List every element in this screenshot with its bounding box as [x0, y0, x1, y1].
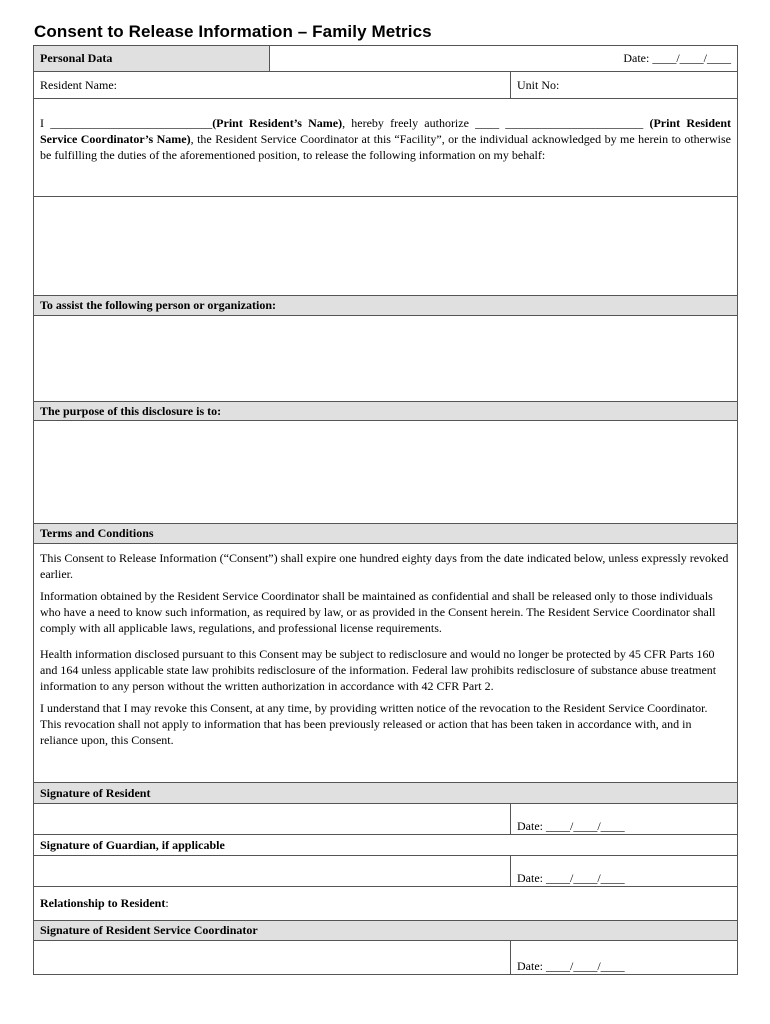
resident-signature-row [34, 804, 737, 835]
guardian-date-label: Date: ____/____/____ [517, 871, 625, 885]
personal-data-row [34, 46, 737, 72]
terms-body [34, 544, 737, 783]
personal-date-label: Date: ____/____/____ [623, 51, 731, 65]
guardian-signature-field[interactable] [34, 856, 511, 886]
auth-rest: , the Resident Service Coordinator at this “Facility”, or the individual acknowledged by me herein to otherwise be fulfilling the duties of the aforementioned position, to release the following information on my behalf: [40, 132, 731, 162]
rsc-signature-row [34, 941, 737, 974]
resident-name-blank[interactable]: ___________________________ [50, 116, 213, 130]
print-rsc-hint: (Print Resident Service Coordinator’s Name) [40, 116, 731, 146]
terms-paragraph-4: I understand that I may revoke this Consent, at any time, by providing written notice of the revocation to the Resident Service Coordinator. This revocation shall not apply to information that has been previously released or action that has been taken in accordance with, and in reliance upon, this Consent. [40, 701, 708, 747]
terms-paragraph-3: Health information disclosed pursuant to this Consent may be subject to redisclosure and would no longer be protected by 45 CFR Parts 160 and 164 unless applicable state law prohibits redisclosure of the information. Federal law prohibits redisclosure of substance abuse treatment information to any person without the written authorization in accordance with 42 CFR Part 2. [40, 647, 717, 693]
assist-heading: To assist the following person or organization: [34, 296, 737, 316]
guardian-signature-date[interactable] [511, 856, 737, 886]
resident-name-label: Resident Name: [40, 77, 117, 92]
rsc-signature-heading: Signature of Resident Service Coordinator [34, 921, 737, 941]
relationship-label: Relationship to Resident [40, 896, 166, 910]
relationship-row[interactable] [34, 887, 737, 921]
auth-i: I [40, 116, 51, 130]
guardian-signature-row [34, 856, 737, 887]
personal-data-heading: Personal Data [34, 46, 270, 71]
personal-date-field[interactable] [270, 46, 737, 71]
authorization-row [34, 99, 737, 197]
terms-heading: Terms and Conditions [34, 524, 737, 544]
purpose-heading: The purpose of this disclosure is to: [34, 402, 737, 421]
resident-name-field[interactable] [34, 72, 511, 98]
purpose-field[interactable] [34, 421, 737, 524]
terms-paragraph-2: Information obtained by the Resident Service Coordinator shall be maintained as confidential and shall be released only to those individuals who have a need to know such information, as required by law, or as provided in the Consent herein. The Resident Service Coordinator shall comply with all applicable laws, regulations, and professional license requirements. [40, 589, 716, 635]
authorization-text [34, 99, 737, 165]
consent-form [33, 45, 738, 975]
rsc-name-blank[interactable]: ____ _______________________ [475, 116, 644, 130]
form-title: Consent to Release Information – Family Metrics [34, 22, 432, 41]
relationship-colon: : [165, 896, 169, 910]
print-resident-hint: (Print Resident’s Name) [212, 116, 343, 130]
release-information-field[interactable] [34, 197, 737, 296]
resident-signature-field[interactable] [34, 804, 511, 834]
assist-field[interactable] [34, 316, 737, 402]
auth-authorize: , hereby freely authorize [342, 116, 476, 130]
unit-no-field[interactable] [511, 72, 737, 98]
resident-name-row [34, 72, 737, 99]
guardian-signature-heading: Signature of Guardian, if applicable [34, 835, 737, 856]
terms-paragraph-1: This Consent to Release Information (“Consent”) shall expire one hundred eighty days from the date indicated below, unless expressly revoked earlier. [40, 551, 729, 581]
unit-no-label: Unit No: [517, 77, 560, 92]
resident-signature-heading: Signature of Resident [34, 783, 737, 804]
resident-date-label: Date: ____/____/____ [517, 819, 625, 833]
rsc-signature-field[interactable] [34, 941, 511, 974]
rsc-date-label: Date: ____/____/____ [517, 959, 625, 973]
resident-signature-date[interactable] [511, 804, 737, 834]
rsc-signature-date[interactable] [511, 941, 737, 974]
